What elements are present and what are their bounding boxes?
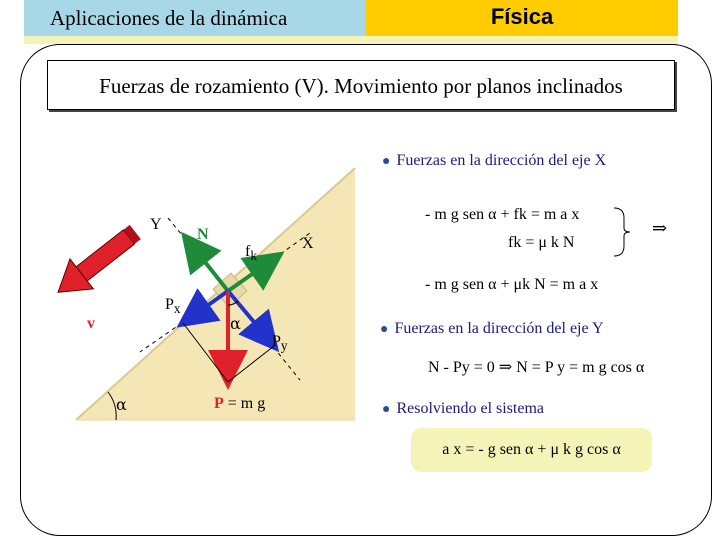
subject-title: Física (366, 0, 678, 36)
page-title: Fuerzas de rozamiento (V). Movimiento por planos inclinados (47, 60, 675, 110)
label-y-axis: Y (150, 216, 162, 233)
label-px: $P_x$ (165, 296, 181, 317)
label-py: $P_y$ (272, 333, 288, 354)
equation-x-1: - m g sen α + fk = m a x (425, 206, 580, 223)
result-equation: a x = - g sen α + μ k g cos α (442, 441, 621, 458)
equation-x-3: - m g sen α + μk N = m a x (425, 276, 599, 293)
label-weight: P = m g (214, 395, 266, 412)
implies-arrow-icon: ⇒ (652, 218, 668, 239)
heading-y-direction: ● Fuerzas en la dirección del eje Y (380, 320, 604, 337)
result-box (411, 428, 652, 472)
equation-x-2: fk = μ k N (508, 234, 575, 251)
label-normal: N (197, 226, 209, 243)
label-x-axis: X (302, 235, 314, 252)
label-velocity: v (87, 315, 95, 332)
label-friction: $f_k$ (245, 243, 257, 264)
label-alpha-base: α (116, 395, 127, 414)
equation-y: N - Py = 0 ⇒ N = P y = m g cos α (428, 359, 645, 376)
heading-solve: ● Resolviendo el sistema (382, 400, 544, 417)
label-alpha-inner: α (230, 314, 241, 333)
heading-x-direction: ● Fuerzas en la dirección del eje X (382, 152, 607, 169)
section-title: Aplicaciones de la dinámica (24, 0, 366, 36)
